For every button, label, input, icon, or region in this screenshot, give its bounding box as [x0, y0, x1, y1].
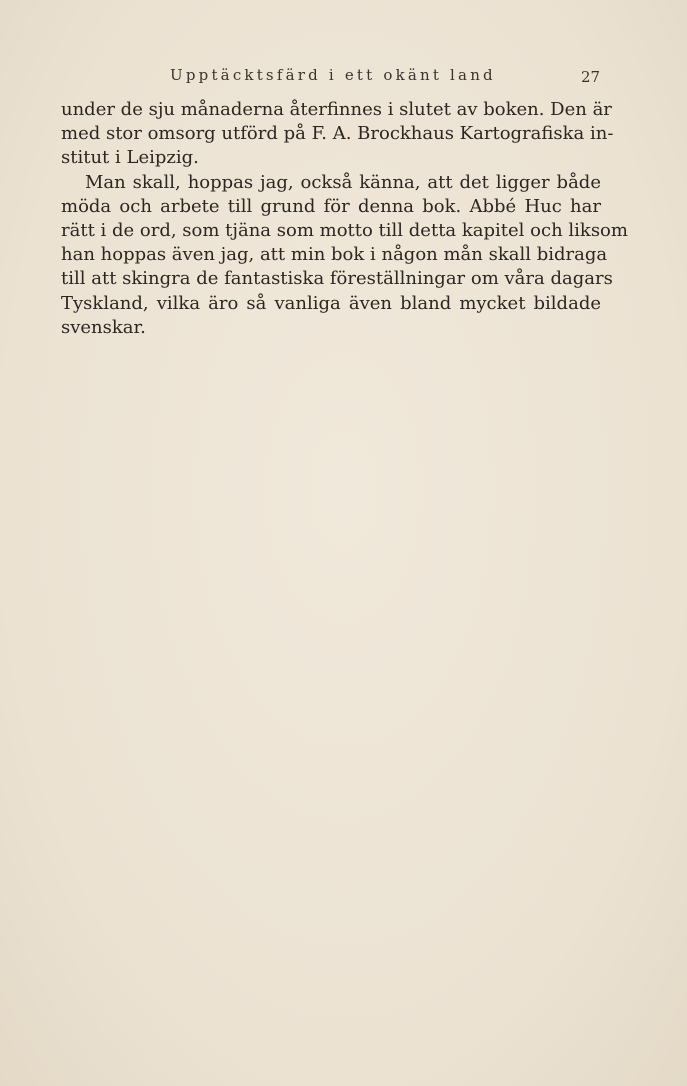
body-text	[61, 98, 628, 340]
text-line: till att skingra de fantastiska föreställningar om våra dagars	[61, 268, 613, 290]
text-line: svenskar.	[61, 316, 146, 338]
paragraph-1	[61, 98, 614, 171]
text-line: Man skall, hoppas jag, också känna, att det ligger både	[85, 171, 601, 193]
paragraph-2	[61, 171, 628, 340]
text-line: han hoppas även jag, att min bok i någon mån skall bidraga	[61, 244, 608, 266]
text-line: med stor omsorg utförd på F. A. Brockhaus Kartografiska in-	[61, 123, 614, 145]
text-line: rätt i de ord, som tjäna som motto till detta kapitel och liksom	[61, 220, 628, 242]
page-number: 27	[581, 68, 601, 86]
text-line: under de sju månaderna återfinnes i slutet av boken. Den är	[61, 99, 612, 120]
text-line: Tyskland, vilka äro så vanliga även bland mycket bildade	[61, 292, 601, 314]
text-line: stitut i Leipzig.	[61, 147, 199, 169]
running-head-title: Upptäcktsfärd i ett okänt land	[170, 66, 496, 84]
text-line: möda och arbete till grund för denna bok. Abbé Huc har	[61, 195, 601, 217]
